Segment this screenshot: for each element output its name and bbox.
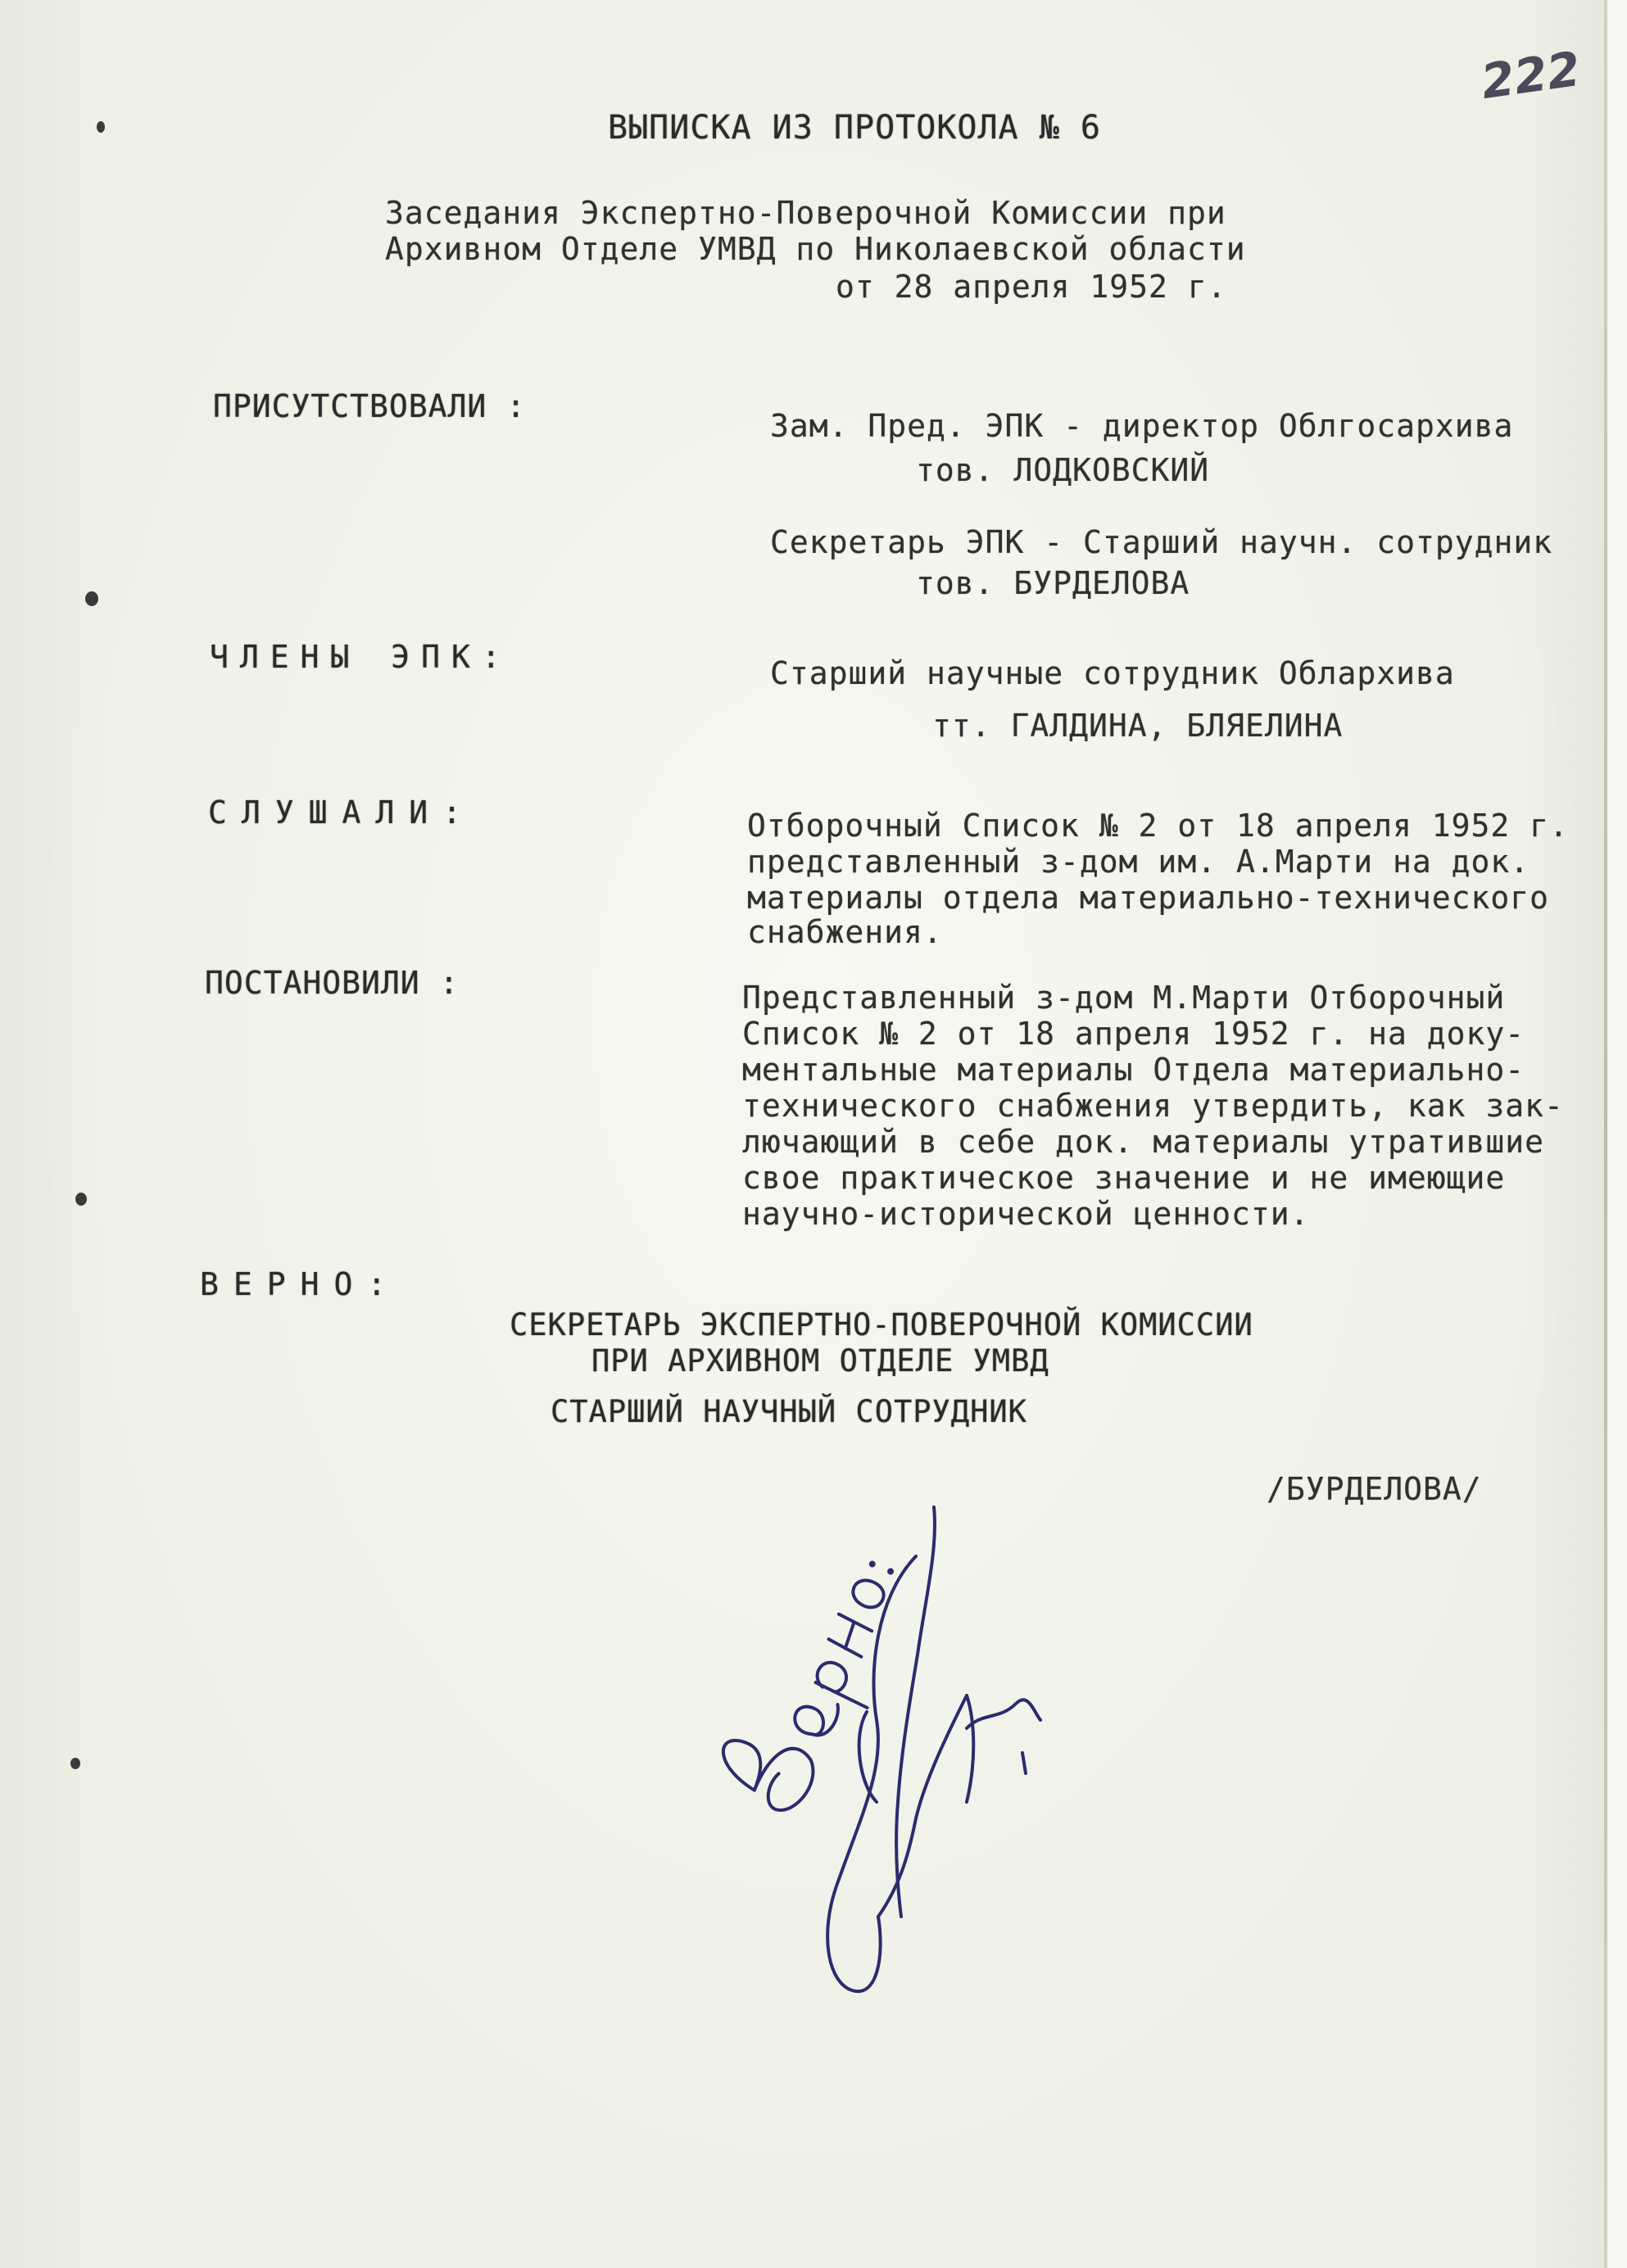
resolved-label: ПОСТАНОВИЛИ :: [205, 965, 460, 1001]
document-title: ВЫПИСКА ИЗ ПРОТОКОЛА № 6: [608, 109, 1101, 147]
meeting-date: от 28 апреля 1952 г.: [836, 269, 1227, 305]
resolved-line-5: лючающий в себе док. материалы утратившие: [742, 1124, 1544, 1160]
present-line-4: тов. БУРДЕЛОВА: [916, 565, 1190, 601]
resolved-line-4: технического снабжения утвердить, как зак-: [742, 1088, 1564, 1124]
resolved-line-7: научно-исторической ценности.: [742, 1196, 1310, 1232]
members-line-1: Старший научные сотрудник Облархива: [770, 655, 1455, 691]
page-number: 222: [1477, 40, 1584, 111]
present-line-3: Секретарь ЭПК - Старший научн. сотрудник: [770, 524, 1553, 560]
punch-hole: [85, 591, 98, 606]
resolved-line-3: ментальные материалы Отдела материально-: [742, 1052, 1525, 1088]
resolved-line-2: Список № 2 от 18 апреля 1952 г. на доку-: [742, 1016, 1525, 1052]
certified-label: ВЕРНО:: [200, 1266, 401, 1302]
members-label: ЧЛЕНЫ ЭПК:: [210, 639, 512, 675]
certified-line-3: СТАРШИЙ НАУЧНЫЙ СОТРУДНИК: [551, 1394, 1027, 1429]
present-label: ПРИСУТСТВОВАЛИ :: [213, 388, 527, 424]
heard-line-2: представленный з-дом им. А.Марти на док.: [747, 844, 1530, 880]
resolved-line-6: свое практическое значение и не имеющие: [742, 1160, 1506, 1196]
heard-line-3: материалы отдела материально-технического: [747, 880, 1549, 916]
resolved-line-1: Представленный з-дом М.Марти Отборочный: [742, 980, 1506, 1016]
subtitle-line-2: Архивном Отделе УМВД по Николаевской области: [385, 231, 1246, 267]
certified-line-1: СЕКРЕТАРЬ ЭКСПЕРТНО-ПОВЕРОЧНОЙ КОМИССИИ: [510, 1307, 1253, 1342]
heard-label: СЛУШАЛИ:: [208, 794, 477, 831]
certified-line-2: ПРИ АРХИВНОМ ОТДЕЛЕ УМВД: [591, 1343, 1049, 1378]
signatory-name: /БУРДЕЛОВА/: [1267, 1471, 1482, 1507]
punch-hole: [70, 1758, 80, 1769]
handwritten-signature: [655, 1458, 1114, 2268]
heard-line-1: Отборочный Список № 2 от 18 апреля 1952 г.: [747, 808, 1569, 844]
handwritten-verno: [8, 8, 16, 44]
members-line-2: тт. ГАЛДИНА, БЛЯЕЛИНА: [932, 708, 1344, 744]
punch-hole: [97, 121, 105, 133]
subtitle-line-1: Заседания Экспертно-Поверочной Комиссии при: [385, 195, 1226, 231]
punch-hole: [75, 1193, 87, 1206]
present-line-1: Зам. Пред. ЭПК - директор Облгосархива: [770, 408, 1514, 444]
heard-line-4: снабжения.: [747, 914, 943, 950]
page-margin: [1607, 0, 1627, 2268]
present-line-2: тов. ЛОДКОВСКИЙ: [916, 452, 1210, 488]
